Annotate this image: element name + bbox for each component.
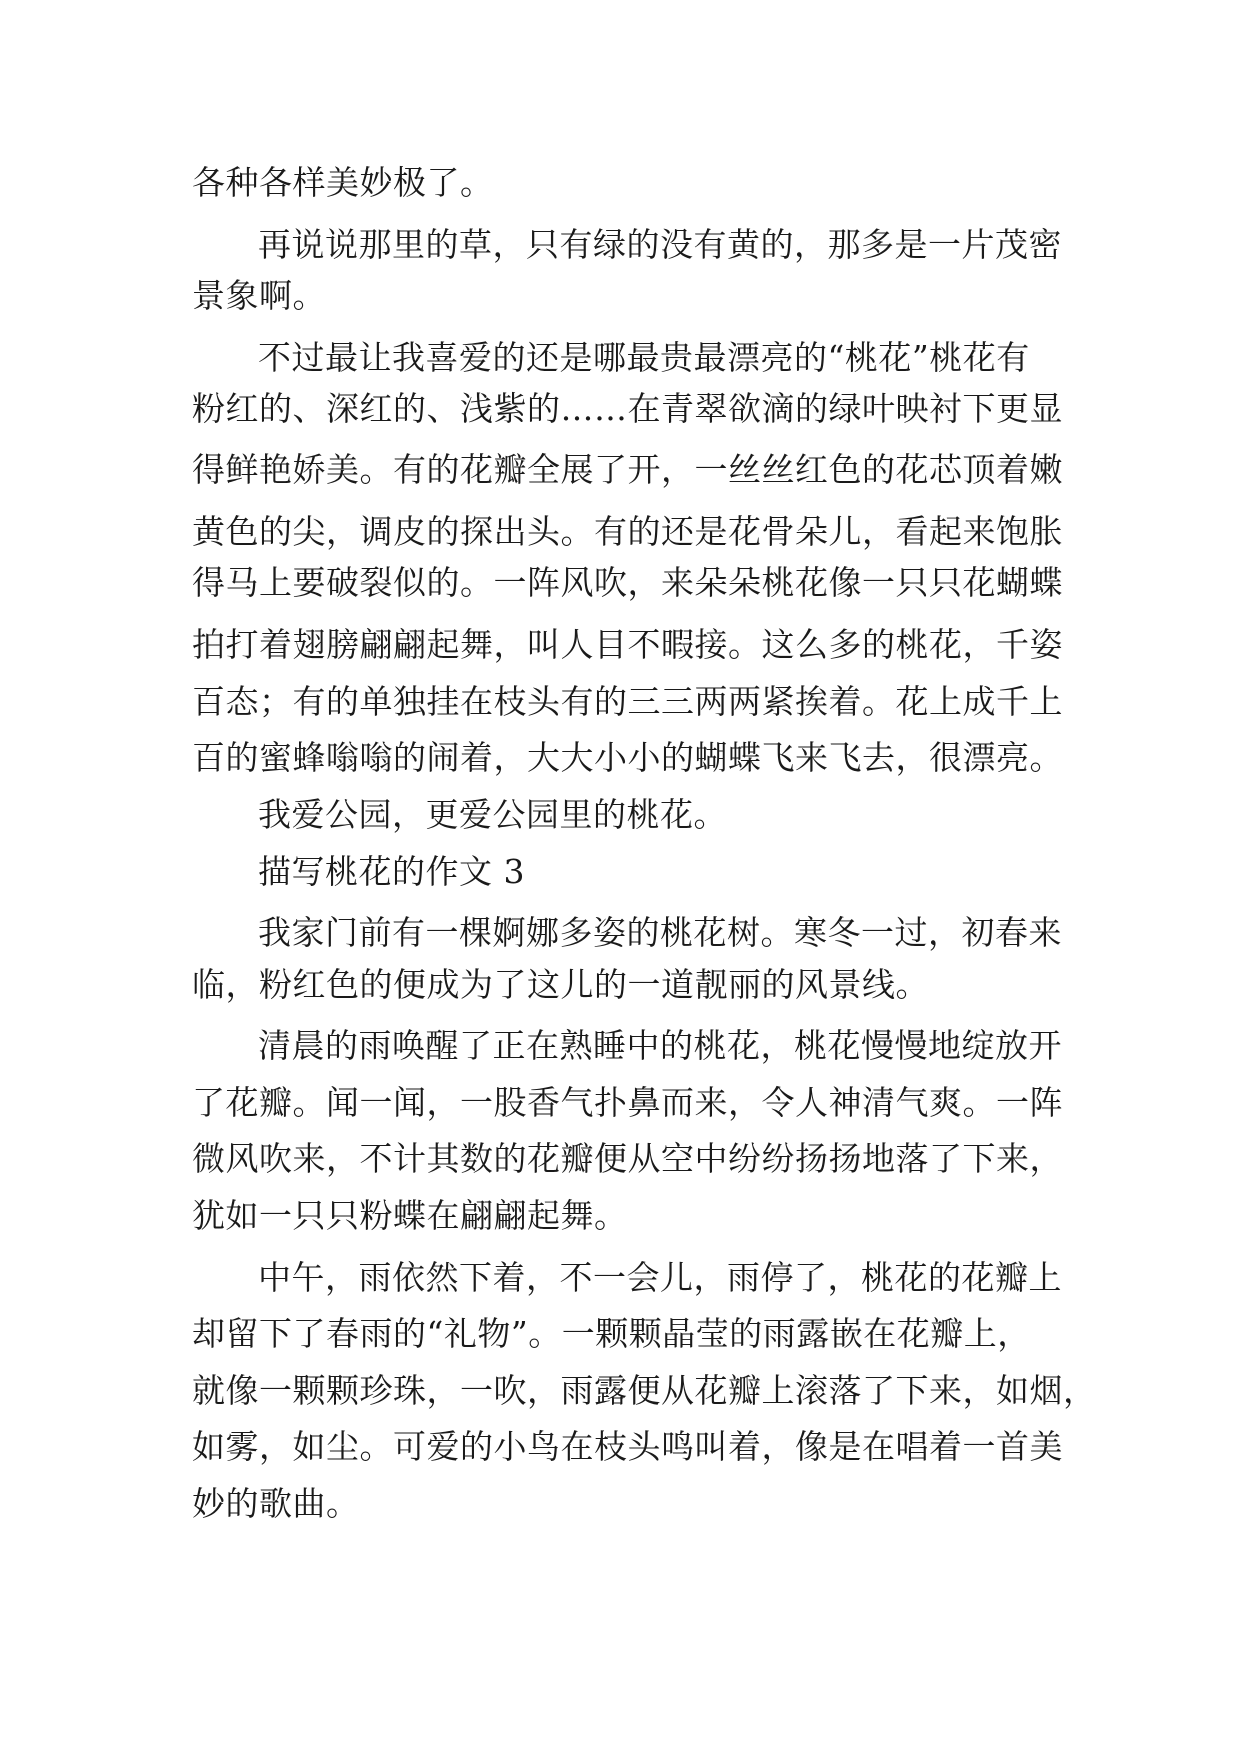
text-line: 临，粉红色的便成为了这儿的一道靓丽的风景线。 bbox=[192, 965, 929, 1004]
text-line: 景象啊。 bbox=[192, 276, 326, 315]
text-line: 了花瓣。闻一闻，一股香气扑鼻而来，令人神清气爽。一阵 bbox=[192, 1083, 1063, 1122]
text-line: 百态；有的单独挂在枝头有的三三两两紧挨着。花上成千上 bbox=[192, 682, 1063, 721]
paragraph-first-line: 再说说那里的草，只有绿的没有黄的，那多是一片茂密 bbox=[258, 225, 1062, 264]
text-line: 得鲜艳娇美。有的花瓣全展了开，一丝丝红色的花芯顶着嫩 bbox=[192, 450, 1063, 489]
text-line: 拍打着翅膀翩翩起舞，叫人目不暇接。这么多的桃花，千姿 bbox=[192, 625, 1063, 664]
text-line: 得马上要破裂似的。一阵风吹，来朵朵桃花像一只只花蝴蝶 bbox=[192, 563, 1063, 602]
paragraph-first-line: 我爱公园，更爱公园里的桃花。 bbox=[258, 795, 727, 834]
paragraph-first-line: 清晨的雨唤醒了正在熟睡中的桃花，桃花慢慢地绽放开 bbox=[258, 1026, 1062, 1065]
text-line: 就像一颗颗珍珠，一吹，雨露便从花瓣上滚落了下来，如烟， bbox=[192, 1371, 1097, 1410]
section-heading: 描写桃花的作文 3 bbox=[258, 852, 525, 891]
text-line: 犹如一只只粉蝶在翩翩起舞。 bbox=[192, 1196, 628, 1235]
text-line: 却留下了春雨的“礼物”。一颗颗晶莹的雨露嵌在花瓣上， bbox=[192, 1314, 1031, 1353]
text-line: 妙的歌曲。 bbox=[192, 1484, 360, 1523]
text-line: 如雾，如尘。可爱的小鸟在枝头鸣叫着，像是在唱着一首美 bbox=[192, 1427, 1063, 1466]
text-line: 黄色的尖，调皮的探出头。有的还是花骨朵儿，看起来饱胀 bbox=[192, 512, 1063, 551]
paragraph-first-line: 不过最让我喜爱的还是哪最贵最漂亮的“桃花”桃花有 bbox=[258, 338, 1030, 377]
text-line: 百的蜜蜂嗡嗡的闹着，大大小小的蝴蝶飞来飞去，很漂亮。 bbox=[192, 738, 1063, 777]
text-line: 微风吹来，不计其数的花瓣便从空中纷纷扬扬地落了下来， bbox=[192, 1139, 1063, 1178]
text-line: 粉红的、深红的、浅紫的……在青翠欲滴的绿叶映衬下更显 bbox=[192, 389, 1063, 428]
paragraph-first-line: 中午，雨依然下着，不一会儿，雨停了，桃花的花瓣上 bbox=[258, 1258, 1062, 1297]
text-line: 各种各样美妙极了。 bbox=[192, 163, 494, 202]
paragraph-first-line: 我家门前有一棵婀娜多姿的桃花树。寒冬一过，初春来 bbox=[258, 913, 1062, 952]
